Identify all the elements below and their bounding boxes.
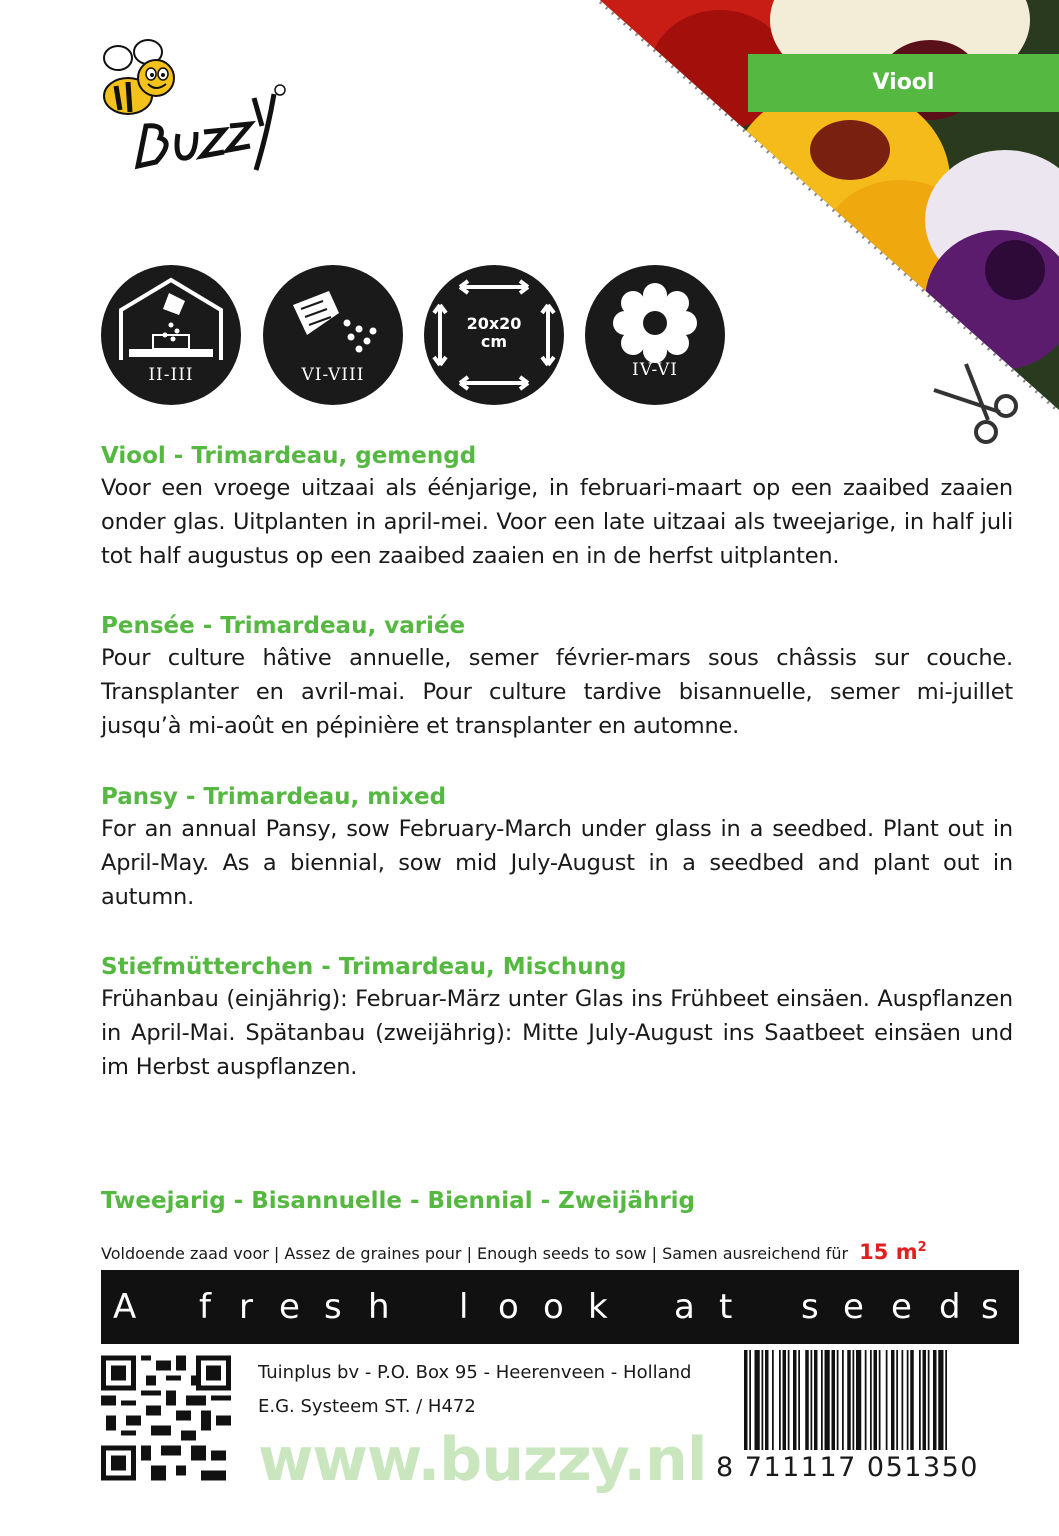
barcode-bar — [907, 1350, 909, 1450]
barcode-bar — [874, 1350, 878, 1450]
barcode-bar — [870, 1350, 872, 1450]
spacing-value: 20x20 — [466, 314, 522, 333]
buzzy-logo — [96, 38, 296, 178]
barcode-bar — [779, 1350, 781, 1450]
section-body: For an annual Pansy, sow February-March under glass in a seedbed. Plant out in April-May. As a biennial, sow mid July-August in a seedbed and plant out in autumn. — [101, 816, 1013, 910]
barcode-bar — [762, 1350, 764, 1450]
slogan-letter: e — [843, 1287, 864, 1327]
barcode-bar — [783, 1350, 787, 1450]
barcode-bar — [896, 1350, 898, 1450]
slogan-letter: s — [324, 1287, 342, 1327]
barcode-bar — [772, 1350, 774, 1450]
slogan-letter: s — [981, 1287, 999, 1327]
barcode-bar — [879, 1350, 881, 1450]
barcode-bar — [945, 1350, 947, 1450]
seeds-text: Voldoende zaad voor | Assez de graines pour | Enough seeds to sow | Samen ausreichend für — [101, 1244, 849, 1263]
barcode-bar — [765, 1350, 769, 1450]
barcode-bar — [825, 1350, 830, 1450]
seeds-amount — [859, 1240, 926, 1264]
barcode-bar — [755, 1350, 760, 1450]
slogan-letter: h — [368, 1287, 390, 1327]
barcode-bar — [744, 1350, 748, 1450]
section-dutch — [101, 441, 1013, 573]
barcode-bar — [923, 1350, 927, 1450]
lifecycle-text: Tweejarig - Bisannuelle - Biennial - Zweijährig — [101, 1188, 696, 1214]
barcode — [740, 1350, 1010, 1455]
barcode-bar — [821, 1350, 823, 1450]
section-title: Viool - Trimardeau, gemengd — [101, 443, 477, 469]
barcode-bar — [853, 1350, 855, 1450]
barcode-bar — [749, 1350, 751, 1450]
barcode-bar — [837, 1350, 839, 1450]
slogan-letter: A — [113, 1287, 137, 1327]
barcode-bar — [788, 1350, 790, 1450]
slogan-letter: e — [279, 1287, 300, 1327]
barcode-bar — [891, 1350, 895, 1450]
slogan-letter: d — [939, 1287, 961, 1327]
barcode-bar — [928, 1350, 930, 1450]
variety-label: Viool — [748, 54, 1059, 112]
company-system: E.G. Systeem ST. / H472 — [258, 1396, 476, 1417]
seeds-amount-value: 15 m — [859, 1240, 918, 1264]
section-body: Pour culture hâtive annuelle, semer février-mars sous châssis sur couche. Transplanter en avril-mai. Pour culture tardive bisannuelle, semer mi-juillet jusqu’à mi-août en pépinière et transplanter en automne. — [101, 645, 1013, 739]
barcode-bar — [938, 1350, 943, 1450]
barcode-bar — [798, 1350, 800, 1450]
slogan-bar — [101, 1270, 1019, 1344]
barcode-bar — [814, 1350, 818, 1450]
slogan-letter: o — [498, 1287, 519, 1327]
barcode-bar — [919, 1350, 921, 1450]
section-title: Stiefmütterchen - Trimardeau, Mischung — [101, 954, 627, 980]
barcode-bar — [865, 1350, 867, 1450]
qr-code — [101, 1355, 231, 1481]
barcode-bar — [805, 1350, 809, 1450]
slogan-letter: k — [588, 1287, 608, 1327]
outdoor-sowing-icon — [263, 265, 403, 405]
section-english — [101, 782, 1013, 914]
icon-label: VI-VIII — [301, 365, 365, 385]
website-url[interactable]: www.buzzy.nl — [258, 1425, 707, 1495]
barcode-bar — [886, 1350, 888, 1450]
slogan-letter: t — [719, 1287, 733, 1327]
barcode-bar — [933, 1350, 937, 1450]
icon-label: II-III — [148, 365, 194, 385]
greenhouse-sowing-icon — [101, 265, 241, 405]
scissors-icon — [930, 360, 1026, 450]
barcode-bar — [832, 1350, 836, 1450]
section-title: Pansy - Trimardeau, mixed — [101, 784, 447, 810]
section-body: Frühanbau (einjährig): Februar-März unter Glas ins Frühbeet einsäen. Auspflanzen in April-Mai. Spätanbau (zweijährig): Mitte July-August ins Saatbeet einsäen und im Herbst auspflanzen. — [101, 986, 1013, 1080]
barcode-bar — [842, 1350, 844, 1450]
icon-label: IV-VI — [632, 360, 678, 380]
barcode-bar — [910, 1350, 914, 1450]
barcode-bar — [811, 1350, 813, 1450]
barcode-bar — [793, 1350, 797, 1450]
spacing-unit: cm — [480, 332, 508, 351]
seeds-sufficient-line — [101, 1234, 927, 1268]
section-german — [101, 952, 1013, 1084]
slogan-letter: s — [801, 1287, 819, 1327]
flowering-icon — [585, 265, 725, 405]
section-body: Voor een vroege uitzaai als éénjarige, in februari-maart op een zaaibed zaaien onder glas. Uitplanten in april-mei. Voor een late uitzaai als tweejarige, in half juli tot half augustus op een zaaibed zaaien en in de herfst uitplanten. — [101, 475, 1013, 569]
barcode-number: 8 711117 051350 — [716, 1452, 979, 1483]
slogan-letter: f — [199, 1287, 211, 1327]
spacing-text — [424, 315, 564, 351]
slogan-letter: a — [674, 1287, 695, 1327]
company-address: Tuinplus bv - P.O. Box 95 - Heerenveen - Holland — [258, 1362, 692, 1383]
slogan-letter: e — [891, 1287, 912, 1327]
slogan-letter: o — [543, 1287, 564, 1327]
section-french — [101, 611, 1013, 743]
slogan-letter: r — [239, 1287, 253, 1327]
barcode-bar — [902, 1350, 904, 1450]
barcode-bar — [856, 1350, 861, 1450]
section-title: Pensée - Trimardeau, variée — [101, 613, 466, 639]
barcode-bar — [847, 1350, 851, 1450]
plant-spacing-icon — [424, 265, 564, 405]
seeds-amount-unit: 2 — [917, 1240, 927, 1255]
slogan-letter: l — [459, 1287, 469, 1327]
